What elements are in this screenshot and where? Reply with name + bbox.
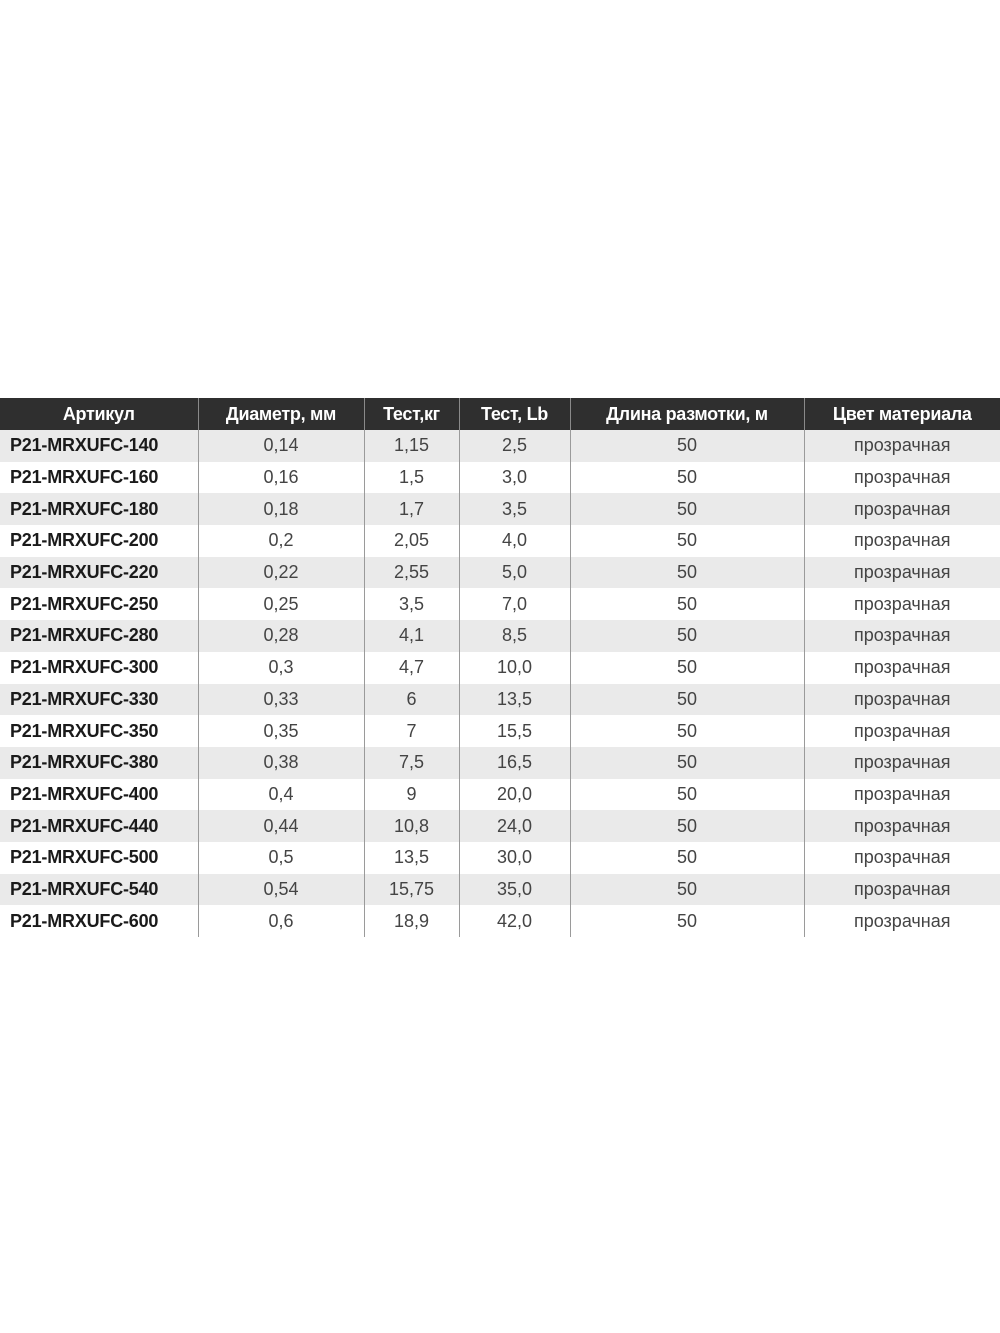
table-header [0, 398, 1000, 430]
cell-length: 50 [570, 557, 804, 589]
cell-length: 50 [570, 652, 804, 684]
specs-table-container [0, 398, 1000, 937]
header-test-lb: Тест, Lb [459, 398, 570, 430]
cell-test-lb: 3,0 [459, 462, 570, 494]
header-row [0, 398, 1000, 430]
cell-test-kg: 18,9 [364, 905, 459, 937]
header-diameter: Диаметр, мм [198, 398, 364, 430]
cell-color: прозрачная [804, 779, 1000, 811]
cell-test-kg: 7,5 [364, 747, 459, 779]
table-row [0, 715, 1000, 747]
cell-length: 50 [570, 715, 804, 747]
header-article: Артикул [0, 398, 198, 430]
cell-diameter: 0,38 [198, 747, 364, 779]
table-row [0, 779, 1000, 811]
cell-diameter: 0,44 [198, 810, 364, 842]
cell-diameter: 0,2 [198, 525, 364, 557]
cell-test-kg: 9 [364, 779, 459, 811]
cell-color: прозрачная [804, 905, 1000, 937]
table-row [0, 430, 1000, 462]
cell-test-lb: 7,0 [459, 588, 570, 620]
cell-color: прозрачная [804, 874, 1000, 906]
cell-color: прозрачная [804, 620, 1000, 652]
cell-article: P21-MRXUFC-140 [0, 430, 198, 462]
header-length: Длина размотки, м [570, 398, 804, 430]
cell-length: 50 [570, 779, 804, 811]
table-row [0, 842, 1000, 874]
table-row [0, 747, 1000, 779]
cell-color: прозрачная [804, 747, 1000, 779]
cell-test-lb: 16,5 [459, 747, 570, 779]
cell-color: прозрачная [804, 588, 1000, 620]
cell-test-lb: 5,0 [459, 557, 570, 589]
cell-diameter: 0,33 [198, 684, 364, 716]
cell-length: 50 [570, 810, 804, 842]
cell-article: P21-MRXUFC-600 [0, 905, 198, 937]
cell-test-kg: 4,1 [364, 620, 459, 652]
cell-diameter: 0,28 [198, 620, 364, 652]
table-row [0, 684, 1000, 716]
cell-test-kg: 3,5 [364, 588, 459, 620]
cell-length: 50 [570, 747, 804, 779]
cell-color: прозрачная [804, 842, 1000, 874]
cell-test-lb: 8,5 [459, 620, 570, 652]
cell-article: P21-MRXUFC-440 [0, 810, 198, 842]
cell-test-kg: 1,15 [364, 430, 459, 462]
cell-color: прозрачная [804, 493, 1000, 525]
table-row [0, 905, 1000, 937]
cell-length: 50 [570, 620, 804, 652]
cell-color: прозрачная [804, 430, 1000, 462]
cell-diameter: 0,22 [198, 557, 364, 589]
cell-length: 50 [570, 905, 804, 937]
cell-test-kg: 2,55 [364, 557, 459, 589]
cell-test-lb: 2,5 [459, 430, 570, 462]
cell-article: P21-MRXUFC-540 [0, 874, 198, 906]
cell-article: P21-MRXUFC-250 [0, 588, 198, 620]
cell-diameter: 0,4 [198, 779, 364, 811]
table-row [0, 493, 1000, 525]
cell-test-kg: 4,7 [364, 652, 459, 684]
cell-color: прозрачная [804, 462, 1000, 494]
cell-article: P21-MRXUFC-220 [0, 557, 198, 589]
table-row [0, 652, 1000, 684]
cell-length: 50 [570, 874, 804, 906]
cell-diameter: 0,18 [198, 493, 364, 525]
cell-article: P21-MRXUFC-500 [0, 842, 198, 874]
cell-test-lb: 13,5 [459, 684, 570, 716]
cell-test-lb: 4,0 [459, 525, 570, 557]
cell-test-kg: 13,5 [364, 842, 459, 874]
cell-test-lb: 15,5 [459, 715, 570, 747]
cell-diameter: 0,5 [198, 842, 364, 874]
cell-article: P21-MRXUFC-330 [0, 684, 198, 716]
cell-test-lb: 3,5 [459, 493, 570, 525]
cell-test-lb: 35,0 [459, 874, 570, 906]
header-test-kg: Тест,кг [364, 398, 459, 430]
cell-test-kg: 10,8 [364, 810, 459, 842]
cell-test-kg: 15,75 [364, 874, 459, 906]
cell-diameter: 0,35 [198, 715, 364, 747]
cell-test-kg: 1,7 [364, 493, 459, 525]
header-color: Цвет материала [804, 398, 1000, 430]
cell-article: P21-MRXUFC-350 [0, 715, 198, 747]
table-row [0, 525, 1000, 557]
cell-test-lb: 10,0 [459, 652, 570, 684]
cell-article: P21-MRXUFC-380 [0, 747, 198, 779]
table-row [0, 557, 1000, 589]
cell-article: P21-MRXUFC-400 [0, 779, 198, 811]
cell-length: 50 [570, 462, 804, 494]
cell-diameter: 0,14 [198, 430, 364, 462]
table-row [0, 588, 1000, 620]
specs-table [0, 398, 1000, 937]
table-row [0, 462, 1000, 494]
cell-length: 50 [570, 684, 804, 716]
cell-color: прозрачная [804, 810, 1000, 842]
cell-test-lb: 30,0 [459, 842, 570, 874]
table-row [0, 620, 1000, 652]
table-body [0, 430, 1000, 937]
cell-length: 50 [570, 525, 804, 557]
cell-color: прозрачная [804, 652, 1000, 684]
cell-test-lb: 24,0 [459, 810, 570, 842]
cell-article: P21-MRXUFC-160 [0, 462, 198, 494]
cell-test-lb: 20,0 [459, 779, 570, 811]
cell-test-lb: 42,0 [459, 905, 570, 937]
table-row [0, 810, 1000, 842]
cell-article: P21-MRXUFC-180 [0, 493, 198, 525]
cell-color: прозрачная [804, 525, 1000, 557]
cell-test-kg: 2,05 [364, 525, 459, 557]
cell-diameter: 0,16 [198, 462, 364, 494]
cell-diameter: 0,54 [198, 874, 364, 906]
cell-length: 50 [570, 842, 804, 874]
cell-length: 50 [570, 493, 804, 525]
cell-color: прозрачная [804, 715, 1000, 747]
cell-test-kg: 6 [364, 684, 459, 716]
cell-diameter: 0,3 [198, 652, 364, 684]
cell-test-kg: 1,5 [364, 462, 459, 494]
cell-article: P21-MRXUFC-300 [0, 652, 198, 684]
cell-test-kg: 7 [364, 715, 459, 747]
cell-color: прозрачная [804, 684, 1000, 716]
cell-diameter: 0,25 [198, 588, 364, 620]
cell-article: P21-MRXUFC-200 [0, 525, 198, 557]
cell-length: 50 [570, 588, 804, 620]
cell-length: 50 [570, 430, 804, 462]
cell-diameter: 0,6 [198, 905, 364, 937]
cell-color: прозрачная [804, 557, 1000, 589]
table-row [0, 874, 1000, 906]
cell-article: P21-MRXUFC-280 [0, 620, 198, 652]
